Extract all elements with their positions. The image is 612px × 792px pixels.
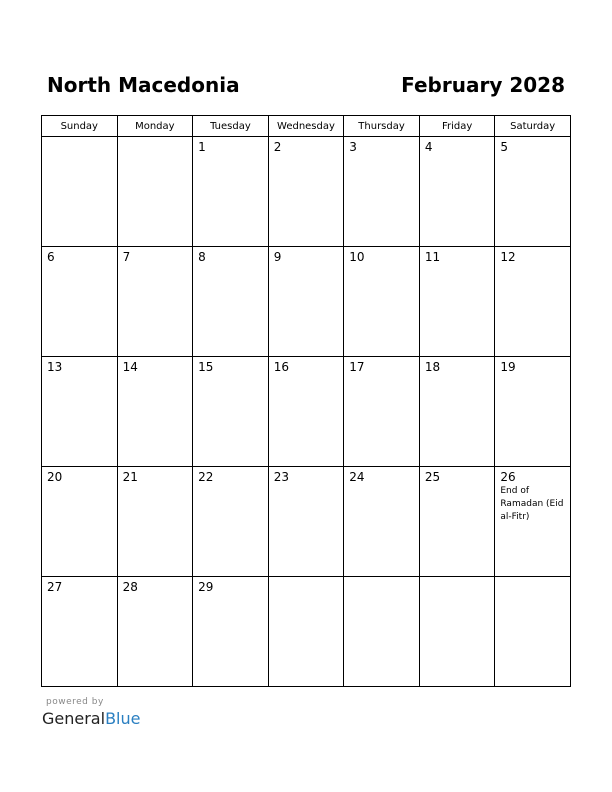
day-number: 12 bbox=[500, 250, 516, 264]
day-number: 11 bbox=[424, 250, 441, 264]
day-cell bbox=[268, 467, 344, 577]
day-cell bbox=[117, 357, 193, 467]
day-number: 7 bbox=[122, 250, 131, 264]
week-row bbox=[42, 357, 571, 467]
day-cell bbox=[268, 357, 344, 467]
day-number: 9 bbox=[273, 250, 282, 264]
day-cell bbox=[42, 577, 118, 687]
day-cell bbox=[268, 247, 344, 357]
day-cell bbox=[42, 247, 118, 357]
month-year-title: February 2028 bbox=[401, 73, 565, 97]
day-cell bbox=[495, 247, 571, 357]
day-cell bbox=[344, 467, 420, 577]
day-cell bbox=[117, 137, 193, 247]
day-cell bbox=[193, 467, 269, 577]
day-cell bbox=[344, 137, 420, 247]
day-number: 6 bbox=[47, 250, 55, 264]
day-cell bbox=[344, 577, 420, 687]
day-cell bbox=[495, 577, 571, 687]
calendar-grid bbox=[41, 115, 571, 687]
day-number: 21 bbox=[122, 470, 138, 484]
day-cell bbox=[419, 137, 495, 247]
day-number: 13 bbox=[47, 360, 63, 374]
day-number: 29 bbox=[198, 580, 214, 594]
day-cell bbox=[268, 137, 344, 247]
week-row bbox=[42, 247, 571, 357]
day-number: 15 bbox=[198, 360, 214, 374]
logo-text-general: General bbox=[42, 709, 106, 728]
day-cell bbox=[193, 357, 269, 467]
day-cell bbox=[117, 467, 193, 577]
weekday-wednesday: Wednesday bbox=[268, 116, 344, 137]
day-number: 4 bbox=[424, 140, 433, 154]
day-cell bbox=[42, 357, 118, 467]
week-row bbox=[42, 137, 571, 247]
day-number: 16 bbox=[273, 360, 289, 374]
week-row bbox=[42, 467, 571, 577]
day-number: 1 bbox=[198, 140, 206, 154]
weekday-friday: Friday bbox=[419, 116, 495, 137]
country-title: North Macedonia bbox=[47, 73, 240, 97]
day-number: 10 bbox=[349, 250, 365, 264]
day-cell bbox=[117, 247, 193, 357]
day-cell bbox=[344, 357, 420, 467]
day-number: 18 bbox=[424, 360, 441, 374]
weekday-header-row bbox=[42, 116, 571, 137]
weekday-sunday: Sunday bbox=[42, 116, 118, 137]
day-number: 22 bbox=[198, 470, 214, 484]
day-cell bbox=[495, 137, 571, 247]
day-number: 2 bbox=[273, 140, 282, 154]
day-number: 19 bbox=[500, 360, 516, 374]
day-cell bbox=[419, 247, 495, 357]
day-cell bbox=[419, 357, 495, 467]
day-cell bbox=[42, 467, 118, 577]
day-cell bbox=[193, 577, 269, 687]
generalblue-logo[interactable] bbox=[42, 709, 140, 728]
day-number: 28 bbox=[122, 580, 138, 594]
day-number: 20 bbox=[47, 470, 63, 484]
powered-by-text: powered by bbox=[46, 697, 104, 707]
weekday-monday: Monday bbox=[117, 116, 193, 137]
logo-text-blue: Blue bbox=[105, 709, 141, 728]
day-cell bbox=[268, 577, 344, 687]
weekday-saturday: Saturday bbox=[495, 116, 571, 137]
day-cell bbox=[344, 247, 420, 357]
day-cell bbox=[193, 247, 269, 357]
calendar-header bbox=[47, 70, 565, 100]
day-cell bbox=[495, 357, 571, 467]
holiday-event: End of Ramadan (Eid al-Fitr) bbox=[500, 486, 564, 522]
day-cell bbox=[193, 137, 269, 247]
day-number: 14 bbox=[122, 360, 138, 374]
day-number: 23 bbox=[273, 470, 289, 484]
day-number: 3 bbox=[349, 140, 357, 154]
week-row bbox=[42, 577, 571, 687]
day-cell bbox=[117, 577, 193, 687]
weekday-tuesday: Tuesday bbox=[193, 116, 269, 137]
day-number: 17 bbox=[349, 360, 365, 374]
day-cell bbox=[419, 577, 495, 687]
day-cell bbox=[42, 137, 118, 247]
day-number: 5 bbox=[500, 140, 509, 154]
day-cell bbox=[419, 467, 495, 577]
day-number: 27 bbox=[47, 580, 63, 594]
day-number: 25 bbox=[424, 470, 441, 484]
day-number: 26 bbox=[500, 470, 516, 484]
day-cell bbox=[495, 467, 571, 577]
weekday-thursday: Thursday bbox=[344, 116, 420, 137]
day-number: 8 bbox=[198, 250, 206, 264]
day-number: 24 bbox=[349, 470, 365, 484]
